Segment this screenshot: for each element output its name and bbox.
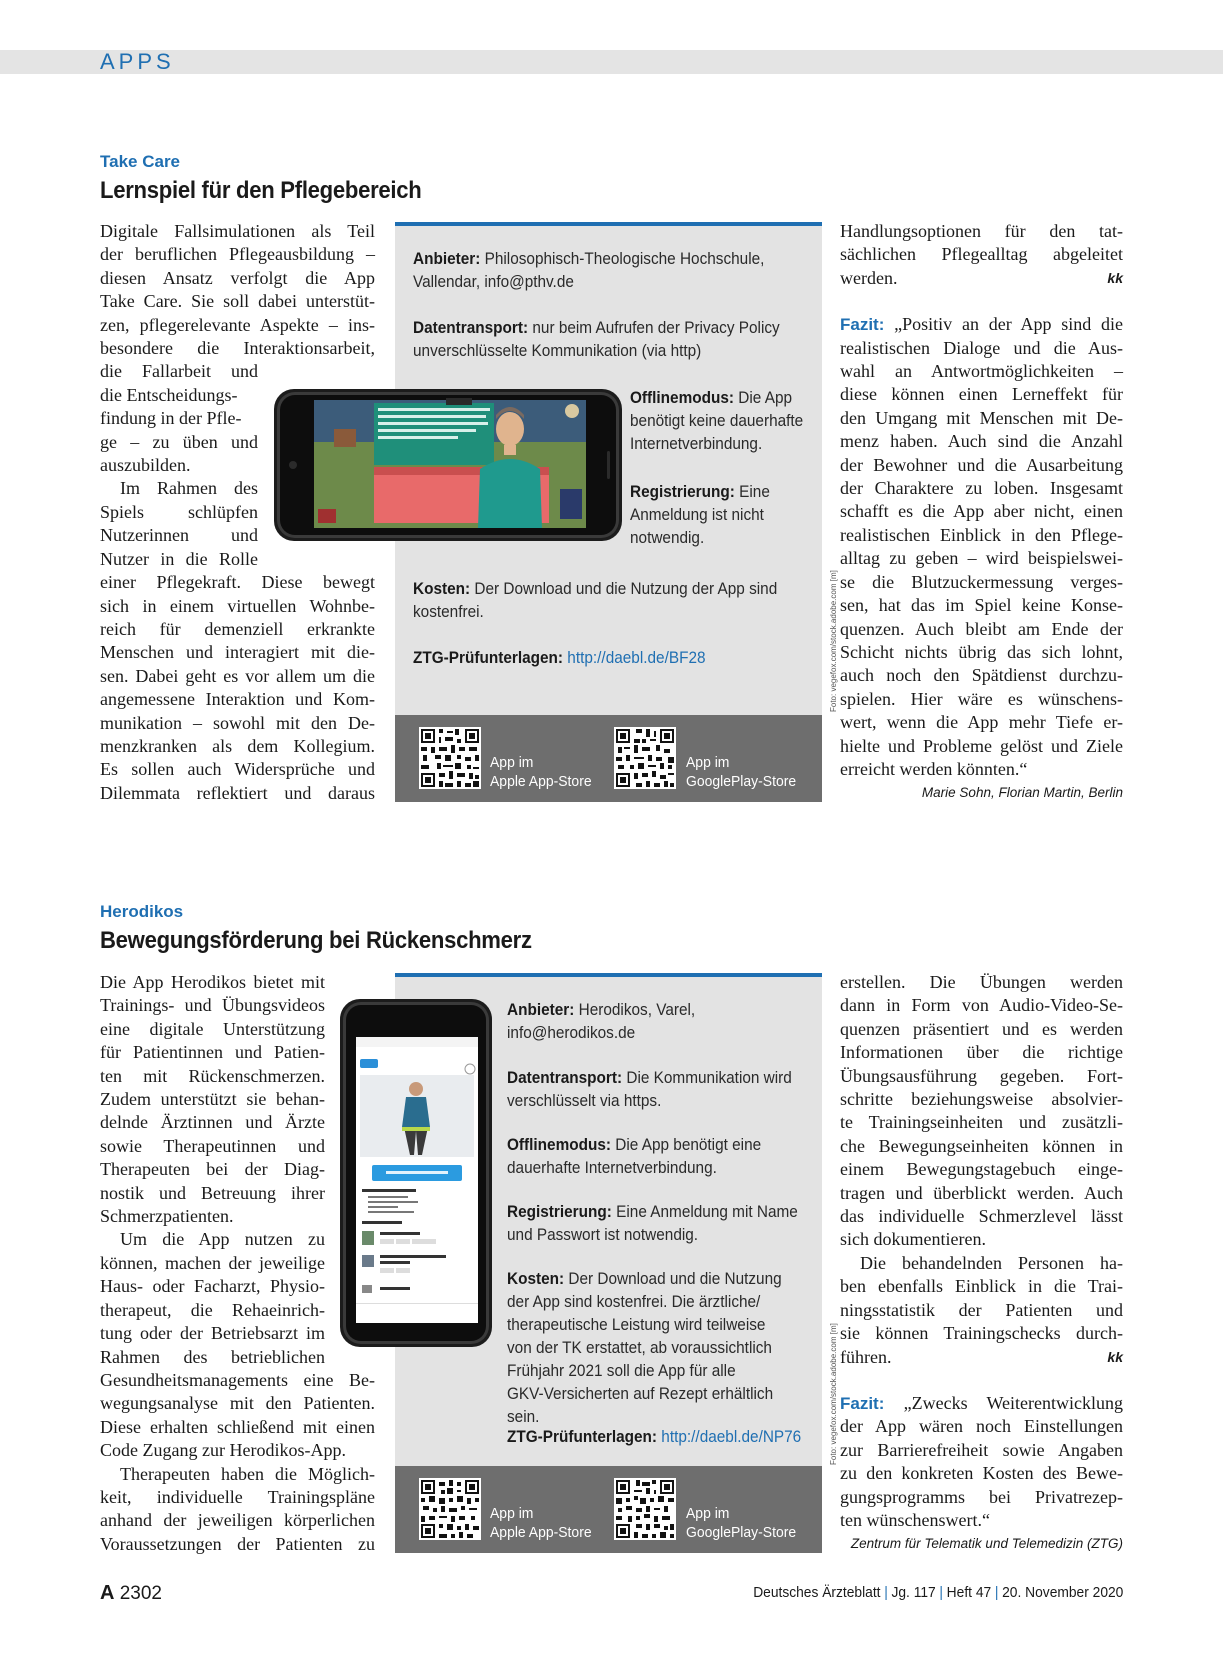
text-line: hielte und Probleme gelöst und Ziele (840, 735, 1123, 756)
spacer (840, 290, 1123, 313)
text-line: gungsprogramms bei Privatrezep- (840, 1486, 1123, 1507)
provider-value: Philosophisch-Theologische Hochschule, (484, 250, 765, 268)
text-line: menzkranken als dem Kollegium. (100, 735, 375, 756)
article2-column-1 (100, 971, 375, 1556)
article1-photo-credit: Foto: vegefox.com/stock.adobe.com [m] (829, 570, 838, 712)
text-line: keit, individuelle Trainingspläne (100, 1486, 375, 1507)
text-line: sen. Dabei geht es vor allem um die (100, 665, 375, 686)
provider-value: Herodikos, Varel, (578, 1001, 696, 1019)
text-line: Gesundheitsmanagements eine Be- (100, 1369, 375, 1390)
box-costs (507, 1268, 805, 1429)
costs-value: von der TK erstattet, ab voraussichtlich (507, 1339, 772, 1357)
box-data-transport (507, 1067, 805, 1113)
text-line: therapeut, die Rehaeinrich- (100, 1299, 325, 1320)
text-line: Die App Herodikos bietet mit (100, 972, 325, 992)
fazit-label: Fazit: (840, 315, 885, 335)
text-line: Zudem unterstützt sie behan- (100, 1089, 325, 1110)
text-line: realistischen Einblick in den Pflege- (840, 524, 1123, 545)
google-qr-code-icon[interactable] (614, 727, 676, 789)
google-store-line: App im (686, 1505, 730, 1522)
costs-value: Der Download und die Nutzung der App sind (474, 580, 778, 598)
box-registration (630, 481, 807, 550)
apple-store-line: App im (490, 754, 534, 771)
registration-value: notwendig. (630, 529, 705, 547)
text-line: Schmerzpatienten. (100, 1206, 234, 1227)
text-line: auszubilden. (100, 455, 191, 476)
provider-label: Anbieter: (413, 250, 481, 268)
text-line: menz haben. Auch sind die Anzahl (840, 431, 1123, 452)
offline-label: Offlinemodus: (630, 389, 735, 407)
text-line: sie können Trainingschecks durch- (840, 1323, 1123, 1344)
text-line: ge – zu üben und (100, 431, 258, 452)
text-line: tragen und überblickt werden. Auch (840, 1182, 1123, 1203)
text-line: Menschen und interagiert mit die- (100, 642, 375, 663)
text-line: einer Pflegekraft. Diese bewegt (100, 572, 375, 593)
article2-photo-credit: Foto: vegefox.com/stock.adobe.com [m] (829, 1323, 838, 1465)
text-line: Schicht nichts übrig das sich lohnt, (840, 641, 1123, 662)
text-line-end: führen. (840, 1346, 892, 1367)
data-transport-value: unverschlüsselte Kommunikation (via http) (413, 342, 702, 360)
article1-headline: Lernspiel für den Pflegebereich (100, 177, 422, 204)
text-line: Handlungsoptionen für den tat- (840, 221, 1123, 241)
text-line: erreicht werden könnten.“ (840, 758, 1028, 779)
ztg-link[interactable]: http://daebl.de/NP76 (661, 1428, 802, 1446)
text-line: dann in Form von Audio-Video-Se- (840, 995, 1123, 1016)
apple-store-label[interactable] (490, 1504, 592, 1542)
text-line: schafft es die App aber nicht, einen (840, 501, 1123, 522)
text-line: quenzen präsentiert und es werden (840, 1018, 1123, 1039)
box-ztg (413, 647, 804, 670)
text-line: tung oder der Betriebsarzt im (100, 1323, 325, 1344)
footer-separator: | (883, 1584, 888, 1601)
page-number-value: 2302 (119, 1583, 163, 1604)
spacer (840, 1369, 1123, 1392)
text-line: Voraussetzungen der Patienten zu (100, 1533, 375, 1554)
google-store-line: App im (686, 754, 730, 771)
apple-store-line: Apple App-Store (490, 1524, 592, 1541)
google-store-line: GooglePlay-Store (686, 773, 797, 790)
text-line: sächlichen Pflegealltag abgeleitet (840, 244, 1123, 265)
box-offline-mode (630, 387, 807, 456)
section-header-bar (0, 50, 1223, 74)
offline-label: Offlinemodus: (507, 1136, 612, 1154)
text-line: zu den konkreten Kosten des Bewe- (840, 1463, 1123, 1484)
text-line: reich für demenziell erkrankte (100, 618, 375, 639)
text-line: alltag zu geben – wird beispielswei- (840, 548, 1123, 569)
text-line: zur Barrierefreiheit sowie Angaben (840, 1439, 1123, 1460)
costs-value: Frühjahr 2021 soll die App für alle (507, 1362, 736, 1380)
text-line (840, 267, 1123, 290)
text-line: realistischen Dialoge und die Aus- (840, 337, 1123, 358)
text-line: Nutzer in die Rolle (100, 548, 258, 569)
text-line: wahl an Antwortmöglichkeiten – (840, 361, 1123, 382)
article2-signature: Zentrum für Telematik und Telemedizin (ZTG) (850, 1536, 1123, 1552)
text-line: für Patientinnen und Patien- (100, 1042, 325, 1063)
text-line: angemessene Interaktion und Kom- (100, 689, 375, 710)
text-line: schritte beziehungsweise absolvier- (840, 1089, 1123, 1110)
box-registration (507, 1201, 805, 1247)
offline-value: Die App benötigt eine (615, 1136, 762, 1154)
text-line (840, 1392, 1123, 1415)
text-line: wegungsanalyse mit den Patienten. (100, 1393, 375, 1414)
article2-kicker: Herodikos (100, 902, 184, 921)
text-line: Rahmen des betrieblichen (100, 1346, 325, 1367)
costs-label: Kosten: (507, 1270, 565, 1288)
footer-separator: | (994, 1584, 999, 1601)
text-line: können, machen der jeweilige (100, 1252, 325, 1273)
fazit-label: Fazit: (840, 1393, 885, 1413)
text-line: der beruflichen Pflegeausbildung – (100, 244, 375, 265)
registration-value: Anmeldung ist nicht (630, 506, 764, 524)
author-short: kk (1107, 269, 1123, 286)
costs-value: der App sind kostenfrei. Die ärztliche/ (507, 1293, 761, 1311)
page-number-prefix: A (100, 1582, 115, 1604)
text-line: sich dokumentieren. (840, 1229, 986, 1250)
text-line: das individuelle Schmerzlevel lässt (840, 1206, 1123, 1227)
text-line: munikation – sowohl mit den De- (100, 712, 375, 733)
text-line: nostik und Betreuung ihrer (100, 1182, 325, 1203)
text-line: einem Bewegungstagebuch einge- (840, 1159, 1123, 1180)
text-line: sowie Therapeutinnen und (100, 1135, 325, 1156)
offline-value: Internetverbindung. (630, 435, 763, 453)
data-transport-label: Datentransport: (507, 1069, 623, 1087)
registration-value: Eine (739, 483, 770, 501)
text-line: Spiels schlüpfen (100, 501, 258, 522)
journal-issue: Heft 47 (946, 1584, 991, 1601)
text-line: Haus- oder Facharzt, Physio- (100, 1276, 325, 1297)
apple-store-label[interactable] (490, 753, 592, 791)
text-line: che Bewegungseinheiten können in (840, 1135, 1123, 1156)
data-transport-value: verschlüsselt via https. (507, 1092, 662, 1110)
ztg-label: ZTG-Prüfunterlagen: (413, 649, 564, 667)
apple-store-line: App im (490, 1505, 534, 1522)
costs-value: therapeutische Leistung wird teilweise (507, 1316, 766, 1334)
text-line: Trainings- und Übungsvideos (100, 995, 325, 1016)
text-line: te Trainingseinheiten und zusätzli- (840, 1112, 1123, 1133)
text-line: die Fallarbeit und (100, 361, 258, 382)
text-line: ten wünschenswert.“ (840, 1509, 990, 1530)
article2-headline: Bewegungsförderung bei Rückenschmerz (100, 927, 532, 954)
text-line: spielen. Hier wäre es wünschens- (840, 688, 1123, 709)
google-qr-code-icon[interactable] (614, 1478, 676, 1540)
registration-value: Eine Anmeldung mit Name (616, 1203, 798, 1221)
provider-value: info@herodikos.de (507, 1024, 636, 1042)
article1-kicker: Take Care (100, 152, 181, 171)
costs-label: Kosten: (413, 580, 471, 598)
text-line: se die Blutzuckermessung verges- (840, 571, 1123, 592)
registration-label: Registrierung: (507, 1203, 612, 1221)
text-line: Dilemmata reflektiert und daraus (100, 782, 375, 803)
text-line: zen, pflegerelevante Aspekte – ins- (100, 314, 375, 335)
ztg-link[interactable]: http://daebl.de/BF28 (567, 649, 706, 667)
text-line: Therapeuten bei der Diag- (100, 1159, 325, 1180)
text-line: findung in der Pfle- (100, 408, 242, 429)
text-line: Take Care. Sie soll dabei unterstüt- (100, 291, 375, 312)
text-line: sen, hat das im Spiel keine Konse- (840, 595, 1123, 616)
journal-volume: Jg. 117 (891, 1584, 936, 1601)
section-label: APPS (100, 49, 175, 74)
page-number (100, 1582, 162, 1605)
apple-qr-code-icon[interactable] (419, 727, 481, 789)
costs-value: GKV-Versicherten auf Rezept erhältlich sein. (507, 1385, 774, 1426)
text-line: diesen Ansatz verfolgt die App (100, 267, 375, 288)
fazit-text: „Positiv an der App sind die (894, 314, 1124, 335)
text-line: Es sollen auch Widersprüche und (100, 759, 375, 780)
article1-app-screenshot-phone-image (274, 389, 622, 541)
google-store-label[interactable] (686, 1504, 796, 1542)
data-transport-label: Datentransport: (413, 319, 529, 337)
text-line: wert, wenn die App mehr Tiefe er- (840, 712, 1123, 733)
data-transport-value: nur beim Aufrufen der Privacy Policy (532, 319, 780, 337)
text-line: Therapeuten haben die Möglich- (120, 1463, 375, 1484)
fazit-text: „Zwecks Weiterentwicklung (903, 1392, 1123, 1413)
google-store-line: GooglePlay-Store (686, 1524, 797, 1541)
text-line: quenzen. Auch bleibt am Ende der (840, 618, 1123, 639)
text-line: diese können einen Lerneffekt für (840, 384, 1123, 405)
provider-value: Vallendar, info@pthv.de (413, 273, 574, 291)
journal-footer (753, 1584, 1123, 1601)
text-line: ben ebenfalls Einblick in die Trai- (840, 1276, 1123, 1297)
apple-store-line: Apple App-Store (490, 773, 592, 790)
text-line: ten mit Rückenschmerzen. (100, 1065, 325, 1086)
costs-value: kostenfrei. (413, 603, 484, 621)
apple-qr-code-icon[interactable] (419, 1478, 481, 1540)
text-line: Informationen über die richtige (840, 1042, 1123, 1063)
footer-separator: | (939, 1584, 943, 1601)
article2-column-3 (840, 971, 1123, 1556)
text-line: erstellen. Die Übungen werden (840, 972, 1123, 992)
text-line: die Entscheidungs- (100, 384, 238, 405)
box-ztg (507, 1426, 805, 1449)
ztg-label: ZTG-Prüfunterlagen: (507, 1428, 658, 1446)
google-store-label[interactable] (686, 753, 796, 791)
text-line: den Umgang mit Menschen mit De- (840, 407, 1123, 428)
provider-label: Anbieter: (507, 1001, 575, 1019)
text-line: Übungsausführung gegeben. Fort- (840, 1065, 1123, 1086)
text-line: Code Zugang zur Herodikos-App. (100, 1440, 346, 1461)
text-line: besondere die Interaktionsarbeit, (100, 338, 375, 359)
text-line: der App wären noch Einstellungen (840, 1416, 1123, 1437)
text-line: der Charaktere zu loben. Insgesamt (840, 478, 1123, 499)
text-line: auch noch den Spätdienst durchzu- (840, 665, 1123, 686)
box-offline-mode (507, 1134, 805, 1180)
text-line (840, 313, 1123, 336)
text-line: Diese erhalten schließend mit einen (100, 1416, 375, 1437)
text-line: anhand der jeweiligen körperlichen (100, 1510, 375, 1531)
text-line: sich in einem virtuellen Wohnbe- (100, 595, 375, 616)
journal-date: 20. November 2020 (1001, 1584, 1123, 1601)
text-line (840, 1346, 1123, 1369)
data-transport-value: Die Kommunikation wird (626, 1069, 792, 1087)
text-line: Um die App nutzen zu (120, 1229, 325, 1250)
journal-name: Deutsches Ärzteblatt (752, 1584, 881, 1601)
text-line: ningsstatistik der Patienten und (840, 1299, 1123, 1320)
text-line: Im Rahmen des (120, 478, 258, 499)
article1-store-footer (395, 715, 822, 802)
box-provider (507, 999, 805, 1045)
text-line: Die behandelnden Personen ha- (860, 1252, 1123, 1273)
article2-store-footer (395, 1466, 822, 1553)
registration-label: Registrierung: (630, 483, 735, 501)
text-line: Digitale Fallsimulationen als Teil (100, 221, 375, 241)
registration-value: und Passwort ist notwendig. (507, 1226, 699, 1244)
text-line: Nutzerinnen und (100, 525, 258, 546)
text-line-end: werden. (840, 267, 898, 288)
box-costs (413, 578, 804, 624)
text-line: delnde Ärztinnen und Ärzte (100, 1112, 325, 1133)
text-line: der Bewohner und die Ausarbeitung (840, 454, 1123, 475)
offline-value: benötigt keine dauerhafte (630, 412, 804, 430)
offline-value: Die App (738, 389, 793, 407)
text-line: eine digitale Unterstützung (100, 1018, 325, 1039)
costs-value: Der Download und die Nutzung (568, 1270, 782, 1288)
offline-value: dauerhafte Internetverbindung. (507, 1159, 717, 1177)
article2-app-screenshot-phone-image (340, 999, 492, 1347)
author-short: kk (1107, 1348, 1123, 1365)
box-provider (413, 248, 804, 294)
box-data-transport (413, 317, 804, 363)
article1-column-3 (840, 220, 1123, 805)
article1-signature: Marie Sohn, Florian Martin, Berlin (921, 785, 1123, 801)
